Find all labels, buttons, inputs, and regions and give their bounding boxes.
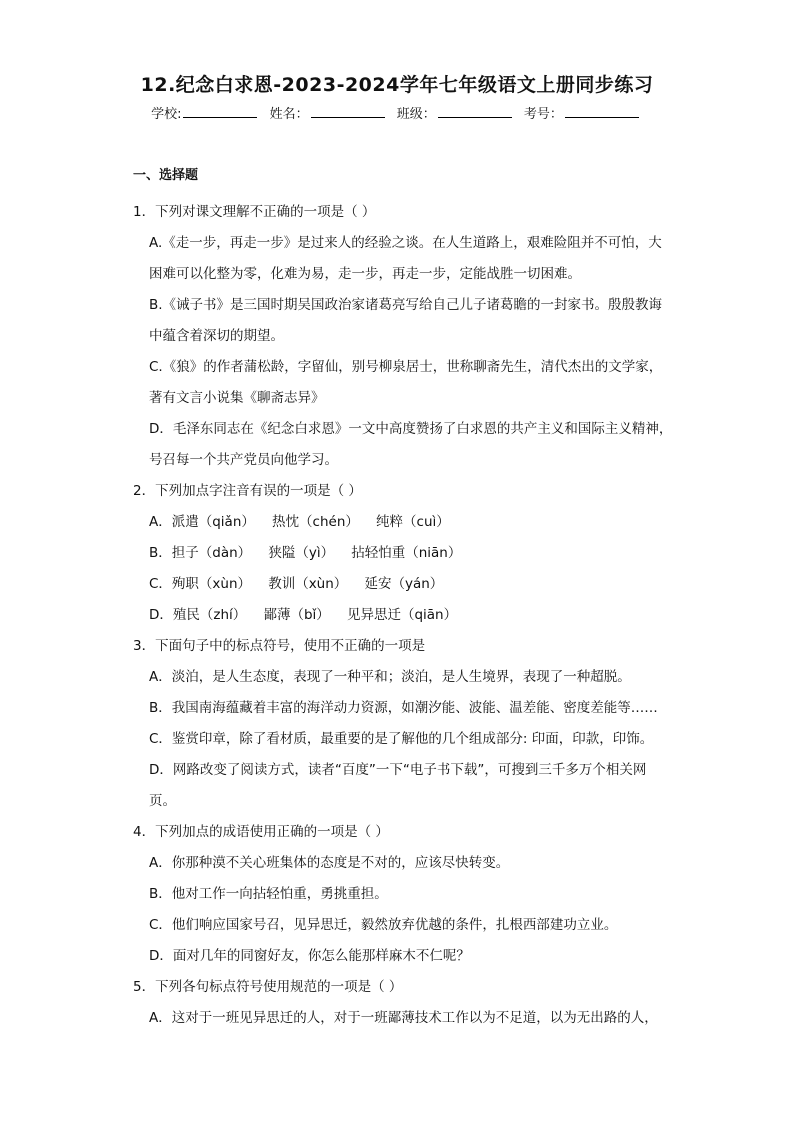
page-title: 12.纪念白求恩-2023-2024学年七年级语文上册同步练习 bbox=[140, 74, 654, 96]
option-c: C.《狼》的作者蒲松龄，字留仙，别号柳泉居士，世称聊斋先生，清代杰出的文学家，著有文言小说集《聊斋志异》 bbox=[149, 359, 663, 406]
school-blank[interactable] bbox=[183, 105, 257, 118]
option-d: D．网路改变了阅读方式，读者“百度”一下“电子书下载”，可搜到三千多万个相关网页。 bbox=[149, 762, 647, 809]
school-label: 学校: bbox=[151, 107, 182, 122]
exam-no-blank[interactable] bbox=[565, 105, 639, 118]
option-b: B．他对工作一向拈轻怕重，勇挑重担。 bbox=[149, 886, 388, 902]
question-4 bbox=[133, 817, 673, 972]
question-2 bbox=[133, 476, 673, 631]
option-c: C．鉴赏印章，除了看材质，最重要的是了解他的几个组成部分: 印面，印款，印饰。 bbox=[149, 731, 654, 747]
class-blank[interactable] bbox=[438, 105, 512, 118]
question-stem: 5．下列各句标点符号使用规范的一项是（ ） bbox=[133, 979, 403, 995]
option-b: B.《诫子书》是三国时期吴国政治家诸葛亮写给自己儿子诸葛瞻的一封家书。殷殷教诲中蕴含着深切的期望。 bbox=[149, 297, 663, 344]
name-blank[interactable] bbox=[311, 105, 385, 118]
section-title: 一、选择题 bbox=[133, 168, 199, 183]
option-c: C．殉职（xùn） 教训（xùn） 延安（yán） bbox=[149, 576, 444, 592]
question-stem: 3．下面句子中的标点符号，使用不正确的一项是 bbox=[133, 638, 426, 654]
option-d: D．毛泽东同志在《纪念白求恩》一文中高度赞扬了白求恩的共产主义和国际主义精神，号召每一个共产党员向他学习。 bbox=[149, 421, 673, 468]
option-c: C．他们响应国家号召，见异思迁，毅然放弃优越的条件，扎根西部建功立业。 bbox=[149, 917, 618, 933]
student-info-line bbox=[0, 103, 794, 122]
option-b: B．担子（dàn） 狭隘（yì） 拈轻怕重（niān） bbox=[149, 545, 462, 561]
question-content bbox=[133, 164, 673, 1034]
option-a: A.《走一步，再走一步》是过来人的经验之谈。在人生道路上，艰难险阻并不可怕，大困难可以化整为零，化难为易，走一步，再走一步，定能战胜一切困难。 bbox=[149, 235, 662, 282]
option-d: D．面对几年的同窗好友，你怎么能那样麻木不仁呢？ bbox=[149, 948, 470, 964]
question-5 bbox=[133, 972, 673, 1034]
option-b: B．我国南海蕴藏着丰富的海洋动力资源，如潮汐能、波能、温差能、密度差能等…… bbox=[149, 700, 658, 716]
option-a: A．淡泊，是人生态度，表现了一种平和；淡泊，是人生境界，表现了一种超脱。 bbox=[149, 669, 631, 685]
option-d: D．殖民（zhí） 鄙薄（bǐ） 见异思迁（qiān） bbox=[149, 607, 458, 623]
question-stem: 2．下列加点字注音有误的一项是（ ） bbox=[133, 483, 362, 499]
option-a: A．派遣（qiǎn） 热忱（chén） 纯粹（cuì） bbox=[149, 514, 450, 530]
question-stem: 4．下列加点的成语使用正确的一项是（ ） bbox=[133, 824, 389, 840]
question-1 bbox=[133, 197, 673, 476]
question-3 bbox=[133, 631, 673, 817]
question-stem: 1．下列对课文理解不正确的一项是（ ） bbox=[133, 204, 376, 220]
class-label: 班级： bbox=[396, 107, 436, 122]
name-label: 姓名： bbox=[269, 107, 309, 122]
option-a: A．你那种漠不关心班集体的态度是不对的，应该尽快转变。 bbox=[149, 855, 510, 871]
option-a: A．这对于一班见异思迁的人，对于一班鄙薄技术工作以为不足道，以为无出路的人， bbox=[149, 1010, 658, 1026]
exam-no-label: 考号： bbox=[523, 107, 563, 122]
